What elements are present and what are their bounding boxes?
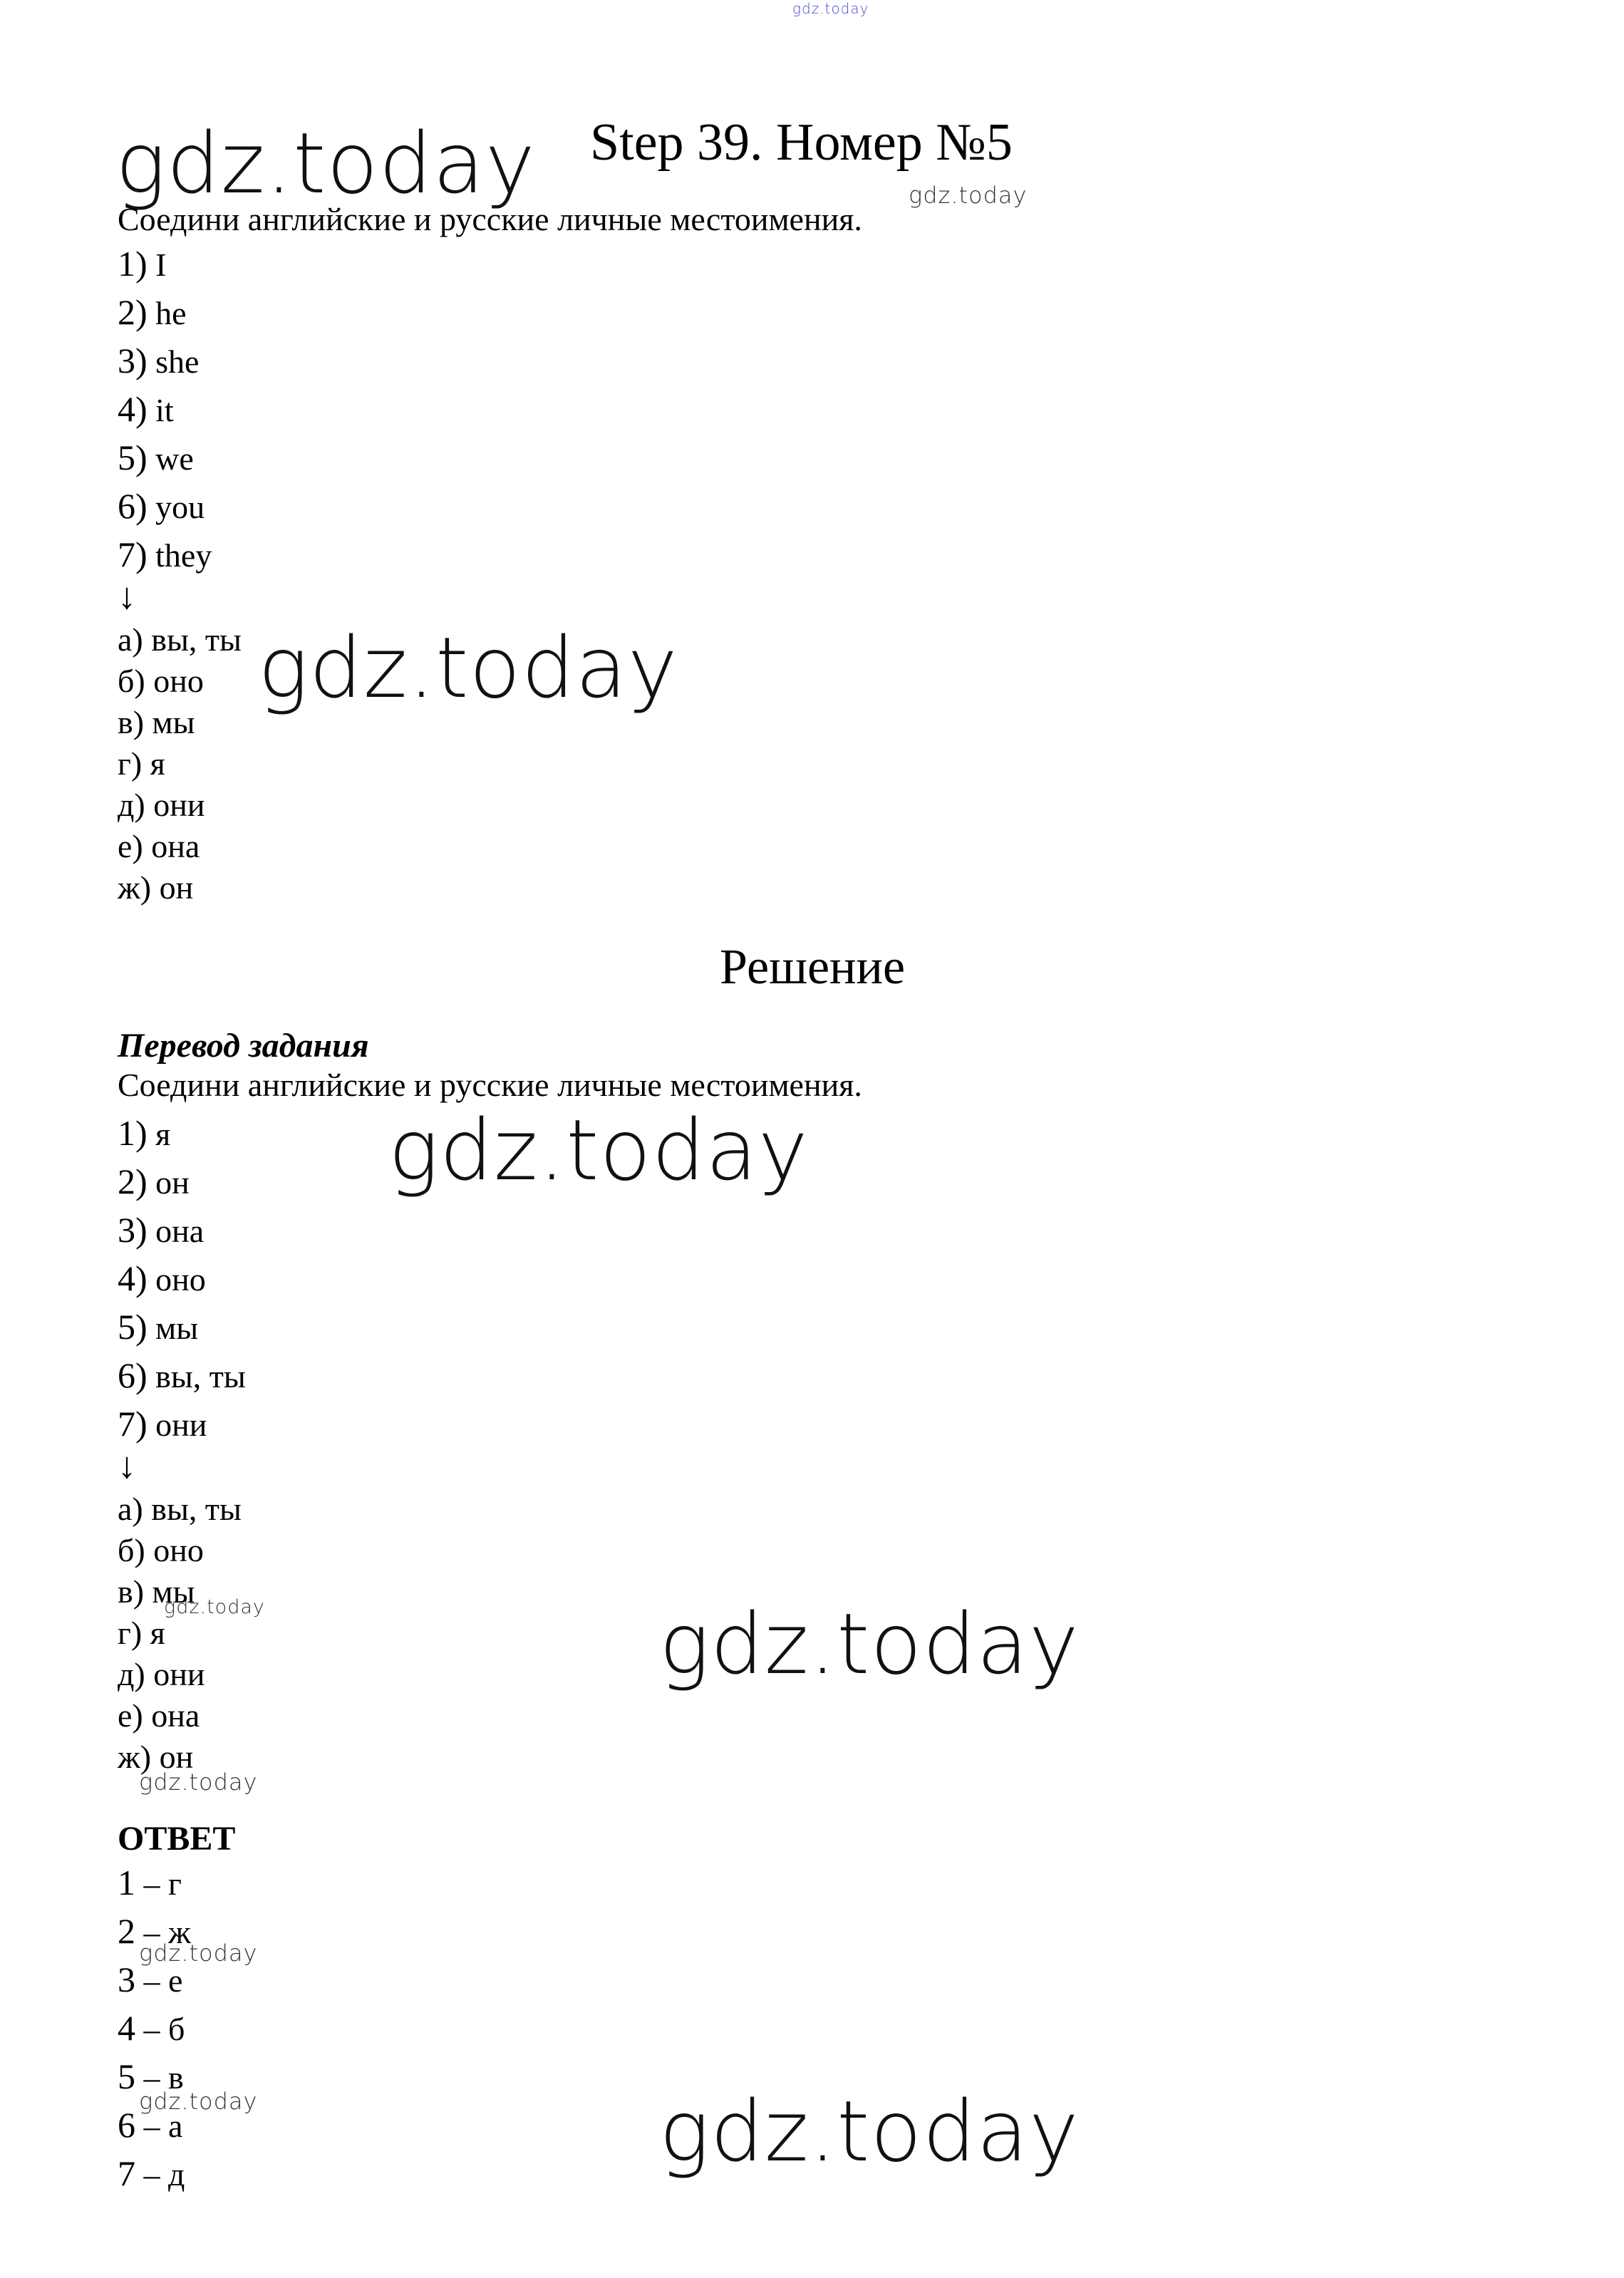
task-item-5: 5) we bbox=[118, 438, 194, 477]
watermark-small-3: gdz.today bbox=[139, 1769, 258, 1796]
watermark-small-4: gdz.today bbox=[139, 1940, 258, 1967]
task-item-6: 6) you bbox=[118, 486, 205, 526]
solution-item-3: 3) она bbox=[118, 1210, 205, 1250]
solution-option-g: ж) он bbox=[118, 1739, 194, 1775]
watermark-small-2: gdz.today bbox=[164, 1596, 265, 1618]
solution-option-e: д) они bbox=[118, 1656, 205, 1692]
answer-pair-7: 7 – д bbox=[118, 2153, 185, 2193]
task-option-e: д) они bbox=[118, 787, 205, 823]
watermark-large-3: gdz.today bbox=[388, 1101, 809, 1199]
down-arrow-icon: ↓ bbox=[118, 576, 136, 617]
solution-item-5: 5) мы bbox=[118, 1307, 199, 1347]
watermark-large-4: gdz.today bbox=[659, 1595, 1080, 1693]
task-option-c: в) мы bbox=[118, 704, 195, 740]
solution-option-f: е) она bbox=[118, 1697, 200, 1734]
watermark-small-5: gdz.today bbox=[139, 2088, 258, 2115]
task-option-f: е) она bbox=[118, 828, 200, 864]
watermark-large-2: gdz.today bbox=[258, 618, 678, 717]
task-option-g: ж) он bbox=[118, 869, 194, 906]
answer-pair-6: 6 – а bbox=[118, 2105, 183, 2145]
solution-instruction: Соедини английские и русские личные местоимения. bbox=[118, 1067, 862, 1103]
task-option-a: а) вы, ты bbox=[118, 621, 242, 658]
answer-pair-3: 3 – е bbox=[118, 1959, 183, 1999]
task-instruction: Соедини английские и русские личные местоимения. bbox=[118, 201, 862, 237]
solution-item-2: 2) он bbox=[118, 1161, 190, 1201]
task-option-b: б) оно bbox=[118, 663, 204, 699]
solution-option-d: г) я bbox=[118, 1615, 165, 1651]
answer-pair-2: 2 – ж bbox=[118, 1911, 191, 1951]
task-item-3: 3) she bbox=[118, 341, 200, 380]
task-option-d: г) я bbox=[118, 745, 165, 782]
answer-label: ОТВЕТ bbox=[118, 1820, 236, 1858]
answer-pair-5: 5 – в bbox=[118, 2056, 184, 2096]
page-title: Step 39. Номер №5 bbox=[590, 113, 1013, 172]
solution-option-a: а) вы, ты bbox=[118, 1491, 242, 1527]
watermark-large-1: gdz.today bbox=[115, 114, 536, 212]
task-item-4: 4) it bbox=[118, 389, 174, 429]
solution-item-7: 7) они bbox=[118, 1404, 207, 1444]
down-arrow-icon-2: ↓ bbox=[118, 1446, 136, 1486]
answer-pair-1: 1 – г bbox=[118, 1863, 182, 1902]
solution-heading: Решение bbox=[720, 940, 906, 995]
solution-option-c: в) мы bbox=[118, 1573, 195, 1610]
watermark-small-1: gdz.today bbox=[909, 182, 1028, 209]
task-item-7: 7) they bbox=[118, 534, 212, 574]
watermark-large-5: gdz.today bbox=[659, 2082, 1080, 2180]
watermark-top: gdz.today bbox=[792, 0, 869, 17]
task-item-1: 1) I bbox=[118, 244, 167, 284]
solution-option-b: б) оно bbox=[118, 1532, 204, 1568]
answer-pair-4: 4 – б bbox=[118, 2008, 185, 2048]
solution-item-6: 6) вы, ты bbox=[118, 1355, 246, 1395]
translation-label: Перевод задания bbox=[118, 1027, 369, 1065]
task-item-2: 2) he bbox=[118, 292, 187, 332]
solution-item-4: 4) оно bbox=[118, 1258, 206, 1298]
solution-item-1: 1) я bbox=[118, 1113, 171, 1153]
